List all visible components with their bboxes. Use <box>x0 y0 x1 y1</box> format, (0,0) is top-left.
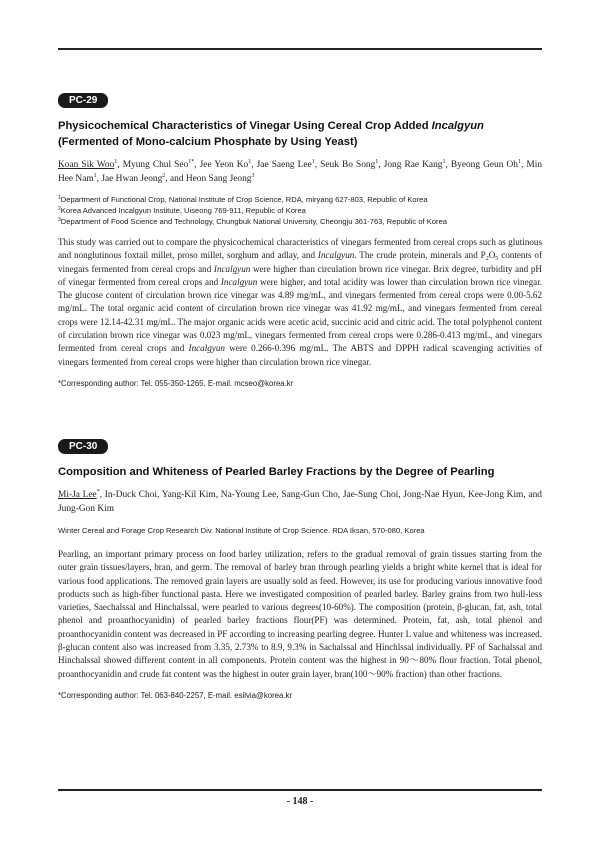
author-name: Jae Saeng Lee <box>256 160 312 170</box>
page-number: - 148 - <box>286 796 314 807</box>
top-rule <box>58 48 542 50</box>
author-affiliation-mark: 1 <box>442 159 446 165</box>
author-affiliation-mark: 1 <box>311 159 315 165</box>
badge-pc29: PC-29 <box>58 93 108 108</box>
bottom-rule <box>58 789 542 791</box>
author-name: Jong Rae Kang <box>383 160 443 170</box>
corresponding-author-pc30: *Corresponding author: Tel. 063-840-2257, E-mail. esilvia@korea.kr <box>58 690 293 700</box>
title-pc29-italic: Incalgyun <box>431 120 484 132</box>
badge-pc30: PC-30 <box>58 439 108 454</box>
author-name: Jee Yeon Ko <box>199 160 249 170</box>
affiliation-3: $^3$Department of Food Science and Technology, Chungbuk National University, Cheongju 361-763, Republic of Korea <box>58 217 448 226</box>
title-pc30: Composition and Whiteness of Pearled Barley Fractions by the Degree of Pearling <box>58 466 495 478</box>
author-name: Myung Chul Seo <box>122 160 189 170</box>
authors-pc30-rest: , In-Duck Choi, Yang-Kil Kim, Na-Young Lee, Sang-Gun Cho, Jae-Sung Choi, Jong-Nae Hyun, Kee-Jong Kim, and Jung-Gon Kim <box>58 490 542 514</box>
author-affiliation-mark: 2 <box>162 173 166 179</box>
abstract-pc29 <box>58 90 542 388</box>
author-name: Heon Sang Jeong <box>185 174 252 184</box>
author-name: Byeong Geun Oh <box>450 160 518 170</box>
authors-pc29: Koan Sik Woo$^1$, Myung Chul Seo$^{1*}$, Jee Yeon Ko$^1$, Jae Saeng Lee$^1$, Seuk Bo Song$^1$, Jong Rae Kang$^1$, Byeong Geun Oh$^1$, Min Hee Nam$^1$, Jae Hwan Jeong$^2$, and Heon Sang Jeong$^3$ <box>58 159 543 184</box>
author-name: Jae Hwan Jeong <box>101 174 163 184</box>
affiliations-pc29 <box>58 194 542 227</box>
affiliation-1: $^1$Department of Functional Crop, National Institute of Crop Science, RDA, miryang 627-803, Republic of Korea <box>58 195 428 204</box>
affiliation-2: $^2$Korea Advanced Incalgyun Institute, Uiseong 769-911, Republic of Korea <box>58 206 306 215</box>
title-pc29-main: Physicochemical Characteristics of Vinegar Using Cereal Crop Added <box>58 120 432 132</box>
author-affiliation-mark: 3 <box>251 173 255 179</box>
affiliation-pc30: Winter Cereal and Forage Crop Research Div. National Institute of Crop Science. RDA Iksan, 570-080, Korea <box>58 526 425 535</box>
author-affiliation-mark: 1 <box>375 159 379 165</box>
author-affiliation-mark: 1* <box>188 159 195 165</box>
title-pc29 <box>58 118 542 150</box>
abstract-text-pc29: This study was carried out to compare the physicochemical characteristics of vinegars fermented from cereal crops such as glutinous and nonglutinous foxtail millet, proso millet, sorghum and adlay, and Incalgyun. The crude protein, minerals and $P_2O_5$ contents of vinegars fermented from cereal crops and Incalgyun were higher than circulation brown rice vinegar. Brix degree, turbidity and pH of vinegar fermented from cereal crops and Incalgyun were higher, and total acidity was lower than circulation brown rice vinegar. The glucose content of circulation brown rice vinegar was 4.89 mg/mL, and vinegars fermented from cereal crops were 0.00-5.62 mg/mL. The total organic acid content of circulation brown rice vinegar was 41.92 mg/mL, and vinegars fermented from cereal crops were 12.14-42.31 mg/mL. The major organic acids were acetic acid, succinic acid and citric acid. The total polyphenol content of circulation brown rice vinegar was 0.023 mg/mL, vinegars fermented from cereal crops were 0.286-0.413 mg/mL, and vinegars fermented from cereal crops and Incalgyun were 0.266-0.396 mg/mL. The ABTS and DPPH radical scavenging activities of vinegars fermented from cereal crops were higher than circulation brown rice vinegar. <box>58 237 542 367</box>
author-name: Seuk Bo Song <box>320 160 376 170</box>
author-affiliation-mark: 1 <box>248 159 252 165</box>
author-affiliation-mark: 1 <box>517 159 521 165</box>
author-affiliation-mark: 1 <box>114 159 118 165</box>
title-pc29-sub: (Fermented of Mono-calcium Phosphate by Using Yeast) <box>58 136 358 148</box>
authors-pc30: Mi-Ja Lee*, In-Duck Choi, Yang-Kil Kim, Na-Young Lee, Sang-Gun Cho, Jae-Sung Choi, Jong-Nae Hyun, Kee-Jong Kim, and Jung-Gon Kim <box>58 489 542 514</box>
presenter-pc30: Mi-Ja Lee <box>58 490 97 500</box>
author-name: Min Hee Nam <box>58 160 543 184</box>
abstract-text-pc30: Pearling, an important primary process on food barley utilization, refers to the gradual removal of grain tissues starting from the outer grain tissues/layers, bran, and germ. The removal of barley bran through pearling yields a bright white kernel that is ideal for various food applications. The removed grain layers are usually sold as feed. However, its use for producing various innovative food products such as high-fiber functional pasta. Here we investigated composition of pearled barley. Barley grains from two hull-less varieties, Saechalssal and Hinchalssal, were pearled to various degrees(10-60%). The composition (protein, β-glucan, fat, ash, total phenol and proanthocyanidin) of pearled barley fractions flour(PF) was determined. Protein, fat, ash, total phenol and proanthocyanidin content was decreased in PF according to increasing pearling degree. Hunter L value and whiteness was increased. β-glucan content also was increased from 3.35, 2.73% to 8.9, 9.3% in Sachalssal and Hinchlssal individually. PF of Sachalssal and Hinchalssal showed different content in all components. Protein content was the highest in 90～80% flour fraction. Total phenol, proanthocyanidin and crude fat content was the highest in outer grain layer, bran(100～90% fraction) than other fractions. <box>58 549 542 679</box>
corresponding-author-pc29: *Corresponding author: Tel. 055-350-1265, E-mail. mcseo@korea.kr <box>58 378 294 388</box>
author-name: Koan Sik Woo <box>58 160 115 170</box>
author-affiliation-mark: 1 <box>93 173 97 179</box>
abstract-pc30 <box>58 436 542 700</box>
